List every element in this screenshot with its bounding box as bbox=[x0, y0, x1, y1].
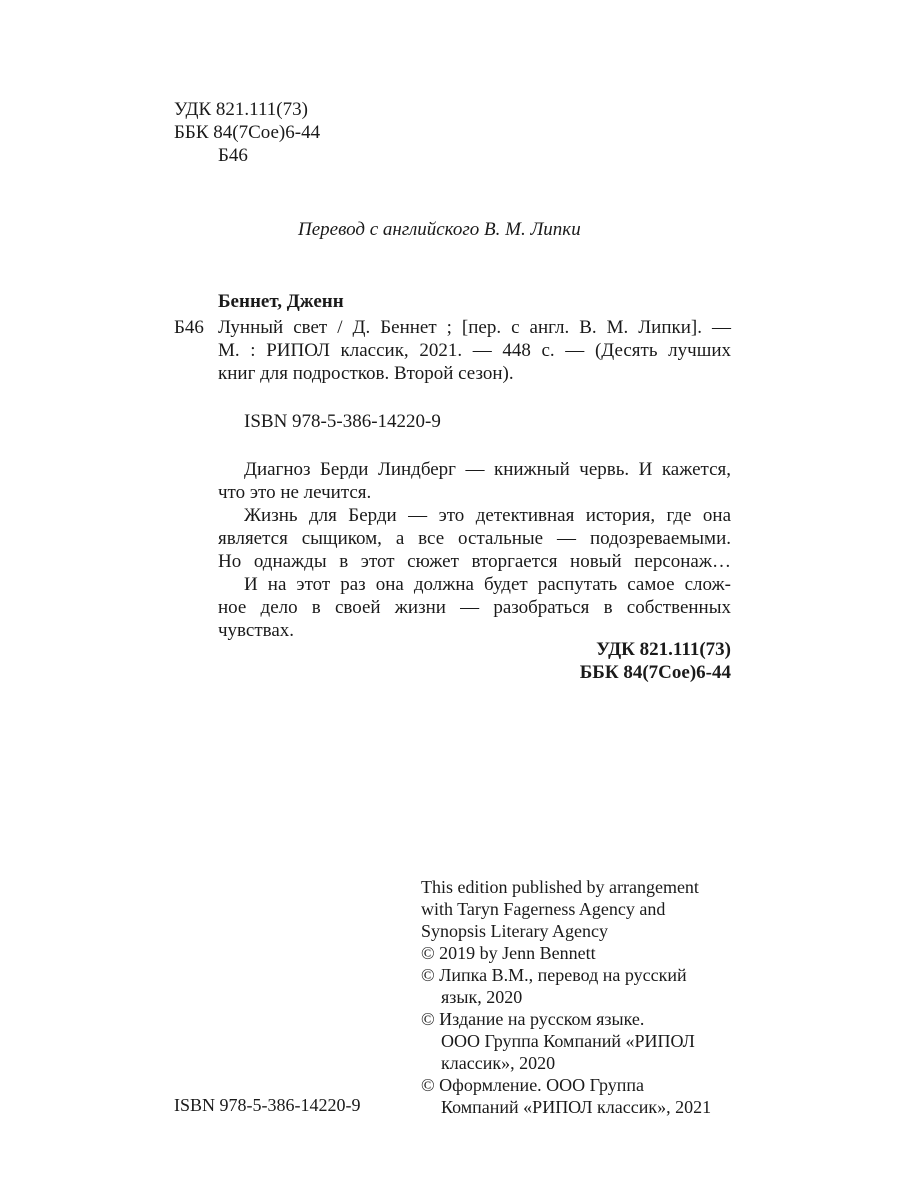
classification-block bbox=[174, 98, 320, 167]
classification-bold-block bbox=[580, 638, 731, 684]
copyright-line: ООО Группа Компаний «РИПОЛ bbox=[441, 1031, 695, 1051]
copyright-line: © 2019 by Jenn Bennett bbox=[421, 943, 596, 963]
copyright-line: © Липка В.М., перевод на русский bbox=[421, 965, 687, 985]
annotation-line: что это не лечится. bbox=[218, 482, 372, 503]
biblio-line: книг для подростков. Второй сезон). bbox=[218, 363, 514, 384]
udk-code: УДК 821.111(73) bbox=[174, 99, 308, 120]
translator-note: Перевод с английского В. М. Липки bbox=[298, 219, 581, 240]
author-mark: Б46 bbox=[218, 145, 248, 166]
udk-code-bold: УДК 821.111(73) bbox=[596, 639, 731, 660]
copyright-line: язык, 2020 bbox=[441, 987, 523, 1007]
annotation-line: Жизнь для Берди — это детективная история, где она bbox=[244, 505, 731, 526]
annotation-line: Диагноз Берди Линдберг — книжный червь. И кажется, bbox=[244, 459, 731, 480]
annotation-line: является сыщиком, а все остальные — подозреваемыми. bbox=[218, 528, 731, 549]
biblio-line: М. : РИПОЛ классик, 2021. — 448 с. — (Десять лучших bbox=[218, 340, 731, 361]
record-isbn: ISBN 978-5-386-14220-9 bbox=[244, 411, 441, 432]
copyright-block bbox=[421, 876, 711, 1118]
copyright-line: Synopsis Literary Agency bbox=[421, 921, 608, 941]
bbk-code: ББК 84(7Сое)6-44 bbox=[174, 122, 321, 143]
biblio-line: Лунный свет / Д. Беннет ; [пер. с англ. В. М. Липки]. — bbox=[218, 317, 731, 338]
copyright-line: This edition published by arrangement bbox=[421, 877, 699, 897]
annotation bbox=[218, 458, 731, 642]
annotation-line: ное дело в своей жизни — разобраться в собственных bbox=[218, 597, 731, 618]
bbk-code-bold: ББК 84(7Сое)6-44 bbox=[579, 662, 731, 683]
copyright-line: © Оформление. ООО Группа bbox=[421, 1075, 644, 1095]
annotation-line: И на этот раз она должна будет распутать самое слож- bbox=[244, 574, 731, 595]
bibliographic-description bbox=[218, 316, 731, 385]
copyright-line: © Издание на русском языке. bbox=[421, 1009, 645, 1029]
copyright-line: with Taryn Fagerness Agency and bbox=[421, 899, 666, 919]
annotation-line: чувствах. bbox=[218, 620, 295, 641]
record-code: Б46 bbox=[174, 317, 204, 338]
copyright-line: классик», 2020 bbox=[441, 1053, 556, 1073]
isbn-bottom: ISBN 978-5-386-14220-9 bbox=[174, 1095, 361, 1115]
record-author: Беннет, Дженн bbox=[218, 291, 344, 312]
copyright-line: Компаний «РИПОЛ классик», 2021 bbox=[441, 1097, 712, 1117]
annotation-line: Но однажды в этот сюжет вторгается новый персонаж… bbox=[218, 551, 731, 572]
